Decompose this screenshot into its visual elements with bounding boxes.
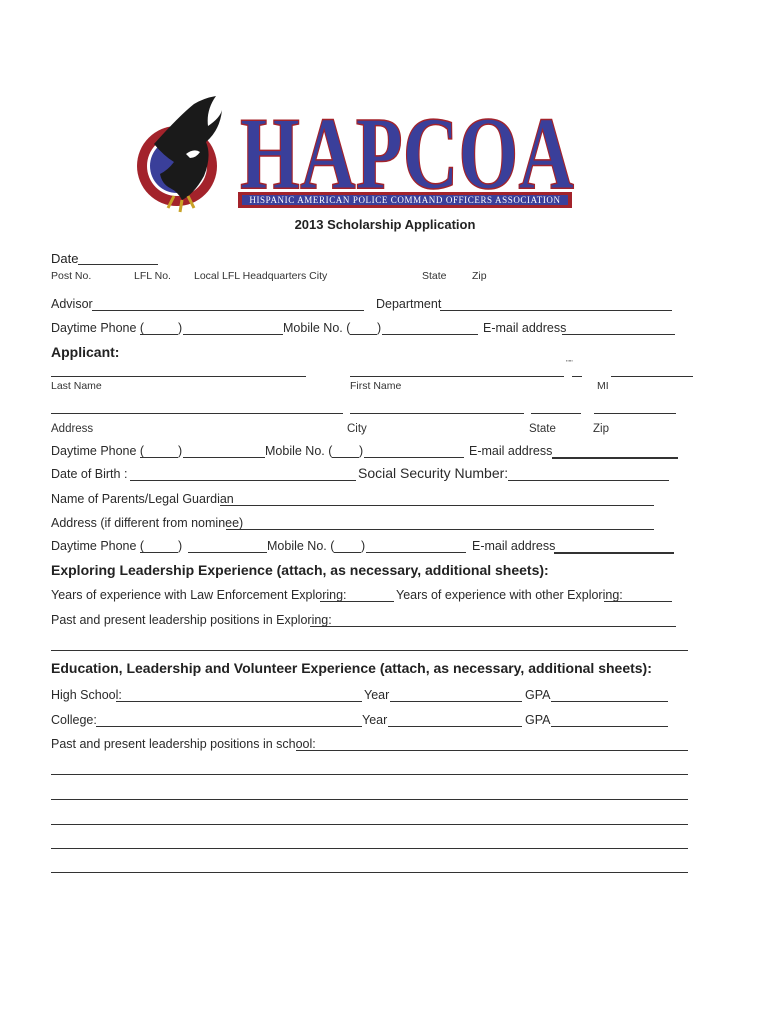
applicant-mobile-field[interactable] <box>364 457 464 458</box>
advisor-daytime-phone-label: Daytime Phone ( <box>51 321 145 335</box>
local-city-label: Local LFL Headquarters City <box>194 270 328 282</box>
exploring-positions-label: Past and present leadership positions in Exploring: <box>51 613 332 627</box>
parent-email-field[interactable] <box>554 552 674 554</box>
applicant-heading: Applicant: <box>51 344 120 360</box>
mi-label: MI <box>597 380 609 392</box>
hapcoa-seal-logo <box>134 96 224 216</box>
exploring-positions-field[interactable] <box>310 626 676 627</box>
years-other-label: Years of experience with other Exploring: <box>396 588 623 602</box>
years-law-label: Years of experience with Law Enforcement Exploring: <box>51 588 347 602</box>
parent-mobile-area-field[interactable] <box>334 552 361 553</box>
school-positions-line-4[interactable] <box>51 824 688 825</box>
high-school-label: High School: <box>51 688 122 702</box>
advisor-mobile-area-field[interactable] <box>350 334 377 335</box>
years-law-field[interactable] <box>320 601 394 602</box>
address-label: Address <box>51 423 94 435</box>
high-school-gpa-label: GPA <box>525 688 551 702</box>
college-year-label: Year <box>362 713 388 727</box>
advisor-label: Advisor <box>51 297 93 311</box>
ssn-field[interactable] <box>508 480 669 481</box>
advisor-mobile-label: Mobile No. ( <box>283 321 351 335</box>
school-positions-label: Past and present leadership positions in school: <box>51 737 316 751</box>
header-state-label: State <box>422 270 447 282</box>
advisor-field[interactable] <box>92 310 364 311</box>
college-field[interactable] <box>96 726 362 727</box>
first-name-label: First Name <box>350 380 402 392</box>
college-label: College: <box>51 713 97 727</box>
tiny-mark: ''''' <box>566 360 573 367</box>
school-positions-line-2[interactable] <box>51 774 688 775</box>
exploring-positions-line-2[interactable] <box>51 650 688 651</box>
applicant-mobile-area-field[interactable] <box>332 457 359 458</box>
education-heading: Education, Leadership and Volunteer Experience (attach, as necessary, additional sheets): <box>51 660 652 676</box>
exploring-heading: Exploring Leadership Experience (attach, as necessary, additional sheets): <box>51 562 549 578</box>
wordmark-text: HAPCOA <box>240 96 574 211</box>
advisor-daytime-phone-field[interactable] <box>183 334 283 335</box>
parents-label: Name of Parents/Legal Guardian <box>51 492 234 506</box>
parent-daytime-area-field[interactable] <box>140 552 178 553</box>
applicant-email-label: E-mail address <box>469 444 553 458</box>
post-no-label: Post No. <box>51 270 92 282</box>
city-field[interactable] <box>350 413 524 414</box>
date-field[interactable] <box>78 264 158 265</box>
header-zip-label: Zip <box>472 270 487 282</box>
dob-label: Date of Birth : <box>51 467 128 481</box>
lfl-no-label: LFL No. <box>134 270 171 282</box>
parent-daytime-phone-label: Daytime Phone ( <box>51 539 145 553</box>
address-different-field[interactable] <box>226 529 654 530</box>
parent-mobile-field[interactable] <box>366 552 466 553</box>
applicant-daytime-phone-label: Daytime Phone ( <box>51 444 145 458</box>
college-gpa-label: GPA <box>525 713 551 727</box>
parents-field[interactable] <box>220 505 654 506</box>
mi-field[interactable] <box>611 376 693 377</box>
advisor-email-field[interactable] <box>562 334 675 335</box>
address-different-label: Address (if different from nominee) <box>51 516 244 530</box>
school-positions-field[interactable] <box>296 750 688 751</box>
first-name-field[interactable] <box>350 376 564 377</box>
advisor-email-label: E-mail address <box>483 321 567 335</box>
high-school-year-field[interactable] <box>390 701 522 702</box>
dob-field[interactable] <box>130 480 356 481</box>
high-school-field[interactable] <box>116 701 362 702</box>
hapcoa-wordmark-logo <box>236 92 578 216</box>
parent-email-label: E-mail address <box>472 539 556 553</box>
college-year-field[interactable] <box>388 726 522 727</box>
years-other-field[interactable] <box>604 601 672 602</box>
school-positions-line-6[interactable] <box>51 872 688 873</box>
applicant-daytime-area-field[interactable] <box>140 457 178 458</box>
ssn-label: Social Security Number: <box>358 465 509 481</box>
state-field[interactable] <box>531 413 581 414</box>
applicant-email-field[interactable] <box>552 457 678 459</box>
short-dash <box>572 376 582 377</box>
parent-mobile-label: Mobile No. ( <box>267 539 335 553</box>
city-label: City <box>347 423 367 435</box>
high-school-gpa-field[interactable] <box>551 701 668 702</box>
zip-label: Zip <box>593 423 609 435</box>
high-school-year-label: Year <box>364 688 390 702</box>
parent-daytime-phone-field[interactable] <box>188 552 267 553</box>
department-label: Department <box>376 297 442 311</box>
zip-field[interactable] <box>594 413 676 414</box>
school-positions-line-5[interactable] <box>51 848 688 849</box>
school-positions-line-3[interactable] <box>51 799 688 800</box>
wordmark-banner-text: HISPANIC AMERICAN POLICE COMMAND OFFICERS ASSOCIATION <box>249 195 561 205</box>
applicant-daytime-phone-field[interactable] <box>183 457 265 458</box>
address-field[interactable] <box>51 413 343 414</box>
advisor-mobile-field[interactable] <box>382 334 478 335</box>
last-name-label: Last Name <box>51 380 102 392</box>
date-label: Date <box>51 251 79 266</box>
college-gpa-field[interactable] <box>551 726 668 727</box>
form-title: 2013 Scholarship Application <box>294 217 476 232</box>
applicant-mobile-label: Mobile No. ( <box>265 444 333 458</box>
department-field[interactable] <box>440 310 672 311</box>
advisor-daytime-area-field[interactable] <box>140 334 178 335</box>
state-label: State <box>529 423 556 435</box>
last-name-field[interactable] <box>51 376 306 377</box>
